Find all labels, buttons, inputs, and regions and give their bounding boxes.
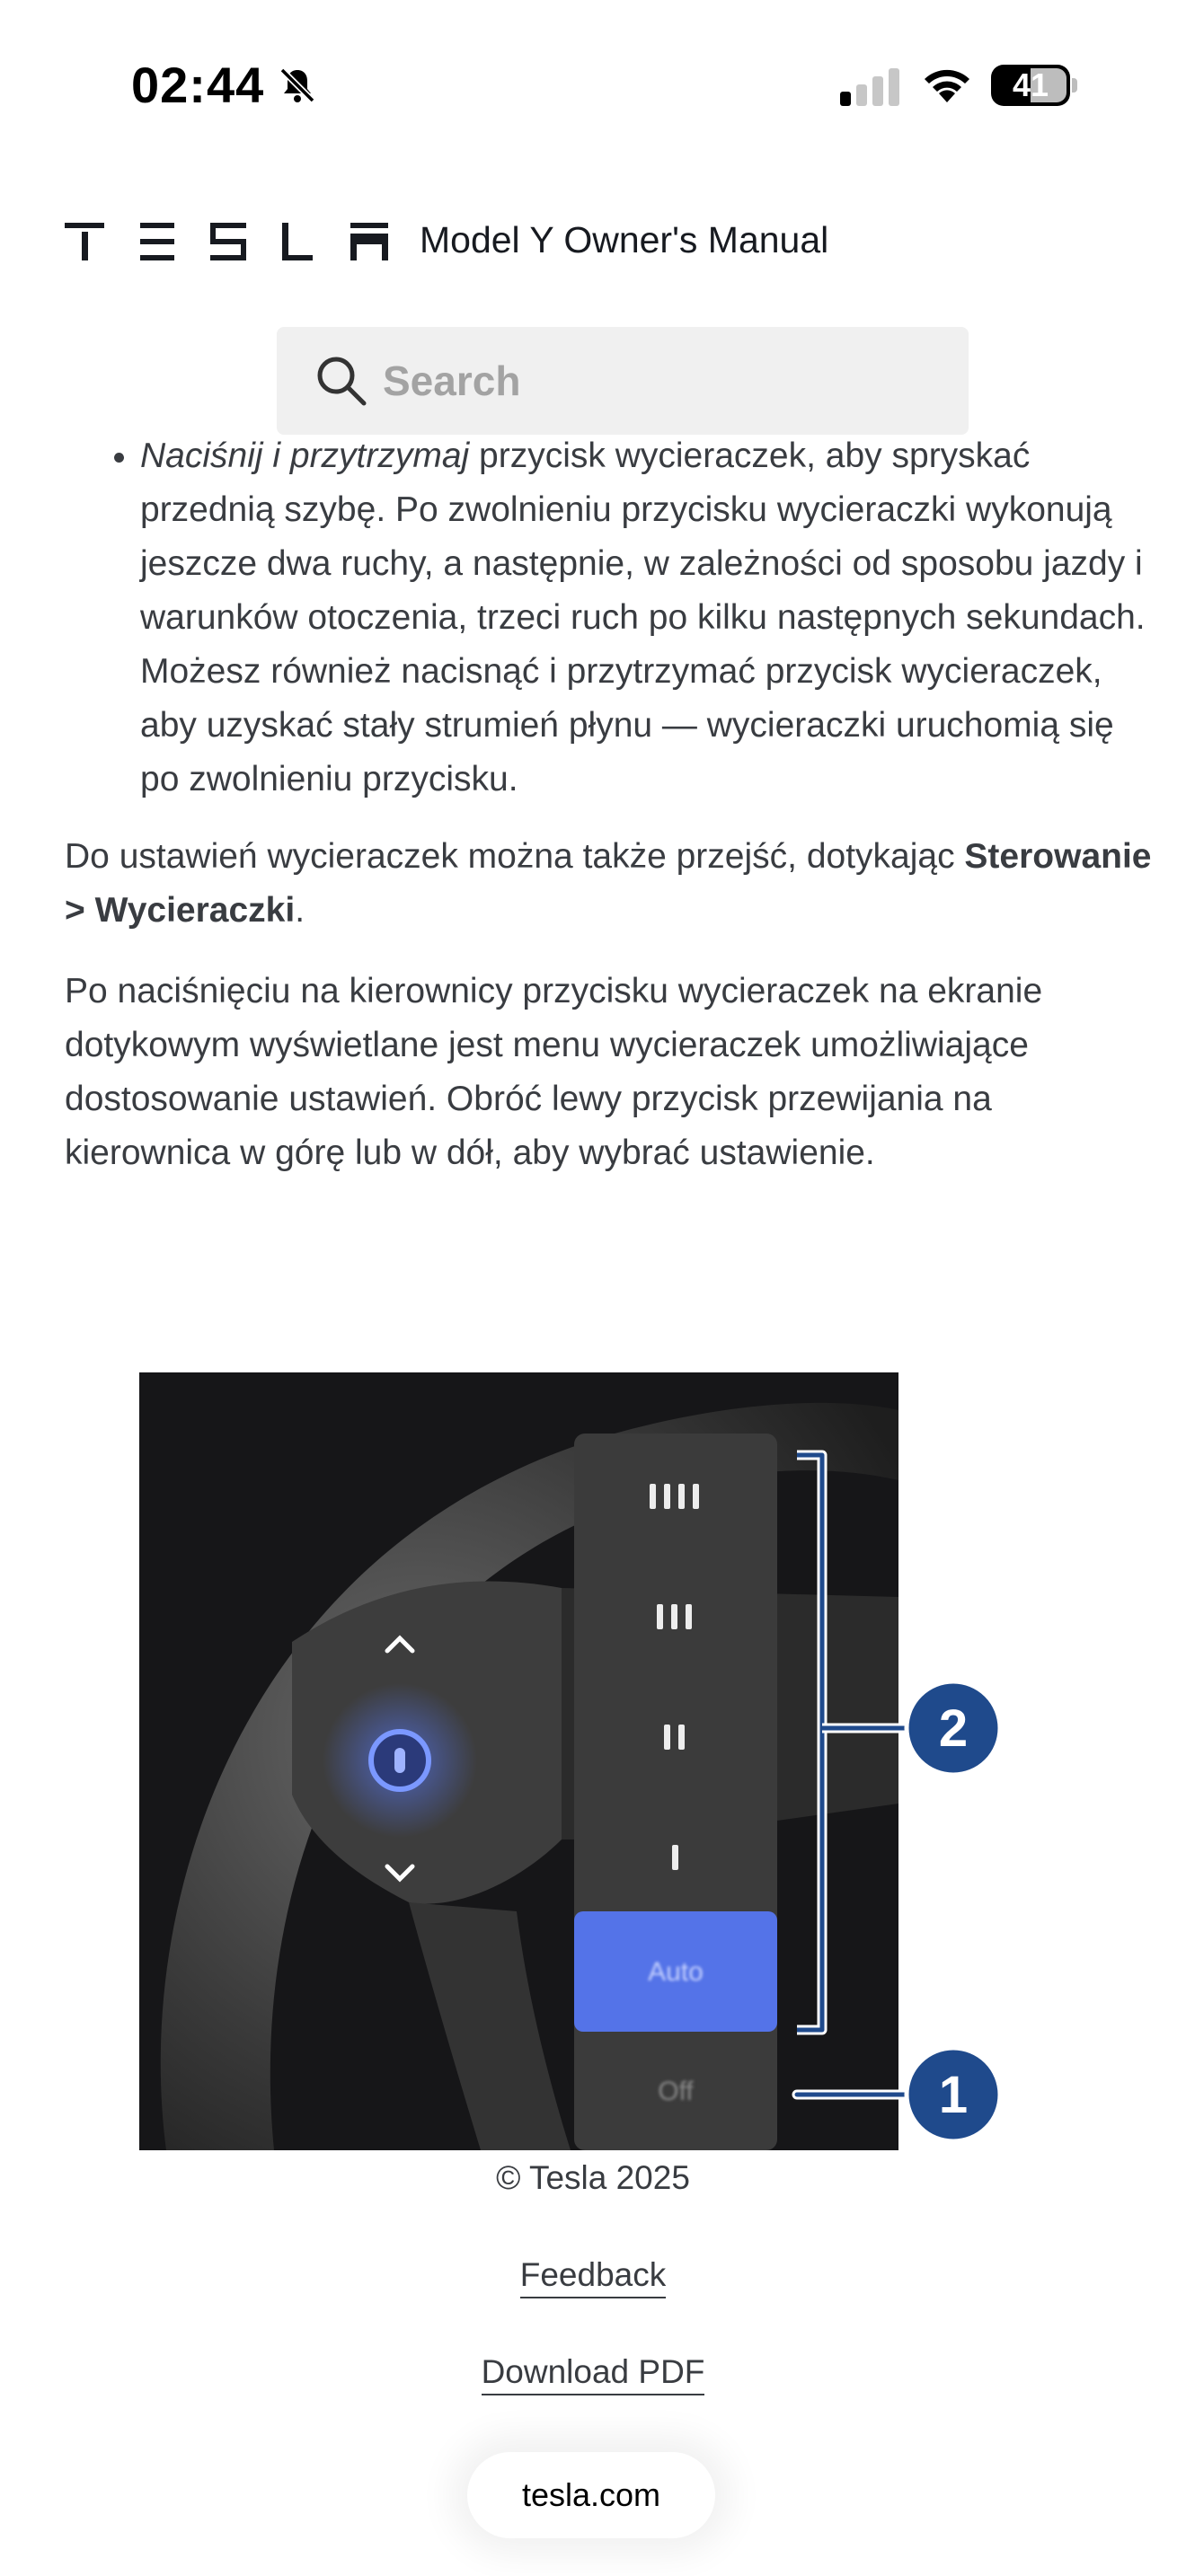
wiper-menu-figure: [139, 1372, 1002, 2150]
tesla-com-button[interactable]: tesla.com: [467, 2452, 715, 2538]
wiper-speed-1: [672, 1845, 678, 1870]
battery-level: 41: [1012, 66, 1049, 103]
feedback-link-row: [0, 2256, 1186, 2294]
paragraph-text: Do ustawień wycieraczek można także przejść, dotykając: [65, 837, 965, 876]
wiper-menu-panel: [574, 1434, 777, 2150]
wifi-icon: [921, 65, 973, 104]
paragraph-wiper-menu: Po naciśnięciu na kierownicy przycisku wycieraczek na ekranie dotykowym wyświetlane jest menu wycieraczek umożliwiające dostosowanie ustawień. Obróć lewy przycisk przewijania na kierownica w górę lub w dół, aby wybrać ustawienie.: [65, 972, 1043, 1172]
status-time: 02:44: [131, 57, 265, 113]
paragraph-end: .: [295, 891, 305, 930]
download-pdf-link[interactable]: Download PDF: [482, 2353, 705, 2395]
manual-title[interactable]: Model Y Owner's Manual: [420, 219, 829, 260]
status-bar: [0, 0, 1186, 171]
callout-1-label: 1: [938, 2066, 969, 2124]
off-label: Off: [658, 2077, 694, 2106]
feedback-link[interactable]: Feedback: [520, 2256, 667, 2298]
signal-icon: [840, 66, 903, 106]
auto-label: Auto: [648, 1957, 704, 1987]
callout-2-label: 2: [938, 1699, 969, 1758]
download-pdf-row: [0, 2353, 1186, 2391]
bullet-list: [65, 429, 1152, 807]
paragraph-settings-path: [65, 830, 1152, 938]
emphasis-text: Naciśnij i przytrzymaj: [140, 437, 470, 475]
search-input[interactable]: [383, 348, 940, 413]
manual-content: [65, 429, 1152, 1180]
search-bar[interactable]: [277, 327, 969, 435]
site-header: [65, 216, 1143, 269]
wiper-speed-3: [657, 1604, 692, 1629]
copyright-text: © Tesla 2025: [496, 2159, 690, 2196]
list-item: [140, 429, 1152, 807]
bell-slash-icon: [277, 65, 318, 106]
battery-icon: [991, 65, 1077, 106]
callout-1: [907, 2048, 1000, 2141]
callout-2: [907, 1681, 1000, 1775]
search-icon: [314, 354, 368, 408]
bullet-text: przycisk wycieraczek, aby spryskać przednią szybę. Po zwolnieniu przycisku wycieraczki wykonują jeszcze dwa ruchy, a następnie, w zależności od sposobu jazdy i warunków otoczenia, trzeci ruch po kilku następnych sekundach. Możesz również nacisnąć i przytrzymać przycisk wycieraczek, aby uzyskać stały strumień płynu — wycieraczki uruchomią się po zwolnieniu przycisku.: [140, 437, 1146, 798]
menu-path: Sterowanie > Wycieraczki: [65, 837, 1152, 930]
tesla-logo[interactable]: [65, 223, 388, 260]
